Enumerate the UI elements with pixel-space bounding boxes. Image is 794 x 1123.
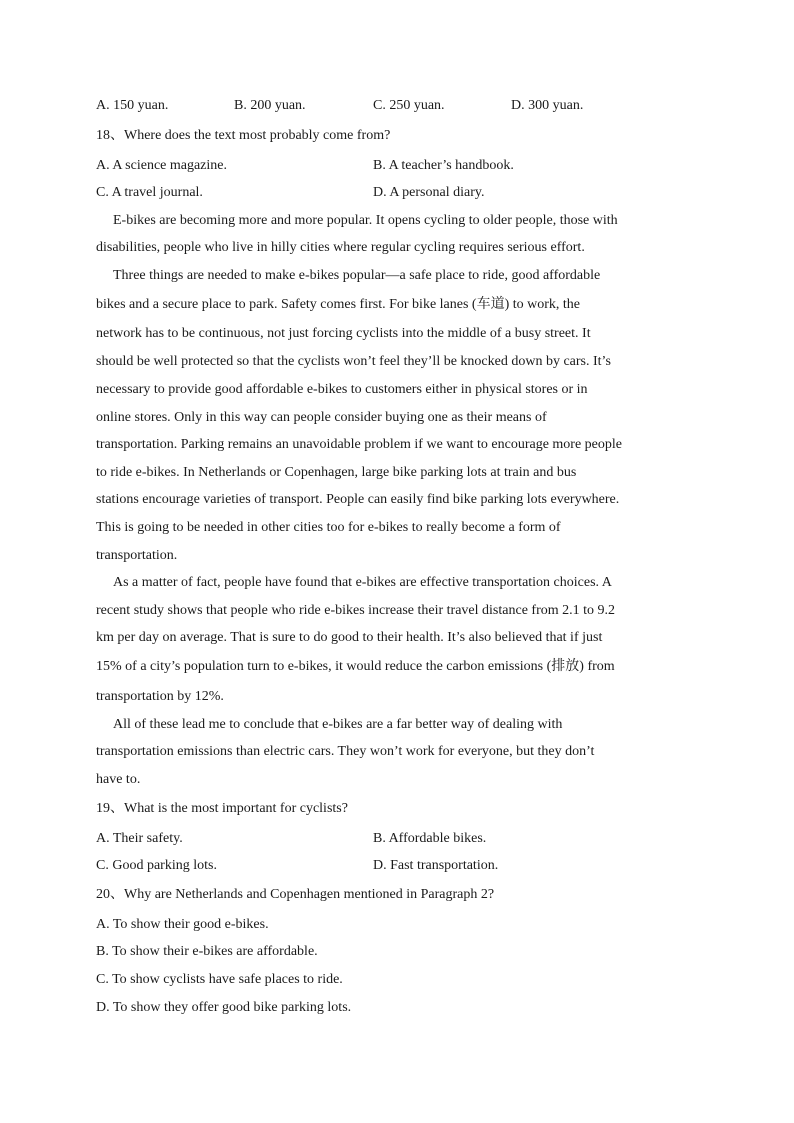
passage-line: Three things are needed to make e-bikes popular—a safe place to ride, good affordable (113, 268, 601, 283)
passage-line: recent study shows that people who ride e-bikes increase their travel distance from 2.1 to 9.2 (96, 603, 616, 618)
q20-stem: 20、Why are Netherlands and Copenhagen mentioned in Paragraph 2? (96, 887, 495, 902)
passage-line: stations encourage varieties of transport. People can easily find bike parking lots everywhere. (96, 492, 620, 507)
passage-line: transportation by 12%. (96, 689, 224, 704)
passage-line: transportation. (96, 548, 178, 563)
q17-option-a: A. 150 yuan. (96, 98, 169, 113)
passage-line: to ride e-bikes. In Netherlands or Copenhagen, large bike parking lots at train and bus (96, 465, 577, 480)
q19-option-b: B. Affordable bikes. (373, 831, 487, 846)
passage-line: km per day on average. That is sure to do good to their health. It’s also believed that if just (96, 630, 603, 645)
q19-option-d: D. Fast transportation. (373, 858, 499, 873)
passage-line: network has to be continuous, not just forcing cyclists into the middle of a busy street. It (96, 326, 591, 341)
passage-line: 15% of a city’s population turn to e-bikes, it would reduce the carbon emissions (排放) from (96, 659, 615, 674)
q17-option-c: C. 250 yuan. (373, 98, 445, 113)
passage-line: disabilities, people who live in hilly cities where regular cycling requires serious effort. (96, 240, 585, 255)
q20-option-c: C. To show cyclists have safe places to ride. (96, 972, 343, 987)
passage-line: transportation emissions than electric cars. They won’t work for everyone, but they don’t (96, 744, 595, 759)
q18-stem: 18、Where does the text most probably come from? (96, 128, 391, 143)
passage-line: E-bikes are becoming more and more popular. It opens cycling to older people, those with (113, 213, 618, 228)
q19-option-a: A. Their safety. (96, 831, 183, 846)
q20-option-b: B. To show their e-bikes are affordable. (96, 944, 318, 959)
q20-option-a: A. To show their good e-bikes. (96, 917, 269, 932)
passage-line: All of these lead me to conclude that e-bikes are a far better way of dealing with (113, 717, 563, 732)
q17-option-b: B. 200 yuan. (234, 98, 306, 113)
passage-line: transportation. Parking remains an unavoidable problem if we want to encourage more people (96, 437, 622, 452)
passage-line: should be well protected so that the cyclists won’t feel they’ll be knocked down by cars. It’s (96, 354, 611, 369)
q18-option-b: B. A teacher’s handbook. (373, 158, 514, 173)
passage-line: necessary to provide good affordable e-bikes to customers either in physical stores or in (96, 382, 588, 397)
q18-option-c: C. A travel journal. (96, 185, 203, 200)
passage-line: bikes and a secure place to park. Safety comes first. For bike lanes (车道) to work, the (96, 297, 581, 312)
passage-line: As a matter of fact, people have found that e-bikes are effective transportation choices. A (113, 575, 612, 590)
q18-option-a: A. A science magazine. (96, 158, 228, 173)
passage-line: online stores. Only in this way can people consider buying one as their means of (96, 410, 547, 425)
passage-line: This is going to be needed in other cities too for e-bikes to really become a form of (96, 520, 561, 535)
q18-option-d: D. A personal diary. (373, 185, 485, 200)
q17-option-d: D. 300 yuan. (511, 98, 584, 113)
q19-stem: 19、What is the most important for cyclists? (96, 801, 348, 816)
q19-option-c: C. Good parking lots. (96, 858, 217, 873)
q20-option-d: D. To show they offer good bike parking lots. (96, 1000, 352, 1015)
passage-line: have to. (96, 772, 141, 787)
